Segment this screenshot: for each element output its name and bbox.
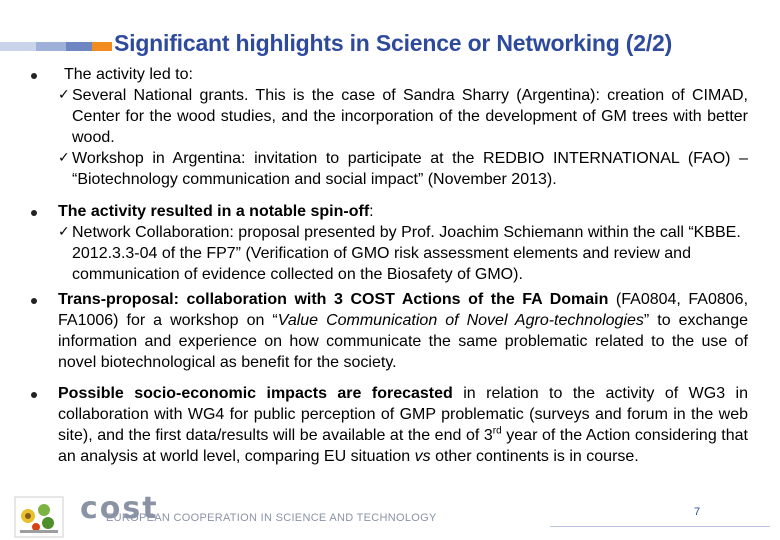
sub-item-text: Several National grants. This is the case of Sandra Sharry (Argentina): creation of CIMAD, Center for the wood studies, and the incorporation of the development of GM trees with better wood. [72, 87, 748, 146]
bullet-2-colon: : [369, 203, 374, 220]
bullet-4 [58, 383, 748, 467]
bullet-dot-icon [31, 210, 37, 216]
bullet-3-mid: : collaboration with 3 COST Actions of the FA Domain [173, 291, 609, 308]
bullet-3-text-2: ” to exchange information and experience on how communicate the same problematic related to the use of novel biotechnological as benefit for the society. [58, 312, 748, 371]
sub-item-text: Network Collaboration: proposal presented by Prof. Joachim Schiemann within the call “KBBE. 2012.3.3-04 of the FP7” (Verification of GMO risk assessment elements and review and communication of evidence collected on the Biosafety of GMO). [72, 224, 741, 283]
cost-logo: cost [80, 491, 159, 526]
check-icon: ✓ [58, 150, 70, 166]
bullet-2 [58, 201, 748, 285]
slide-footer [0, 484, 780, 540]
check-icon: ✓ [58, 224, 70, 240]
slide-title: Significant highlights in Science or Networking (2/2) [114, 30, 673, 56]
bullet-4-text-2: year of the Action considering that an analysis at world level, comparing EU situation [58, 427, 748, 465]
sub-item [58, 85, 748, 148]
page-number: 7 [694, 506, 701, 518]
check-icon: ✓ [58, 87, 70, 103]
bullet-dot-icon [31, 392, 37, 398]
bullet-2-lead: The activity resulted in a notable spin-off [58, 203, 370, 220]
bullet-dot-icon [31, 298, 37, 304]
sub-item [58, 222, 748, 285]
bullet-4-text-3: other continents is in course. [430, 448, 639, 465]
sub-item-text: Workshop in Argentina: invitation to participate at the REDBIO INTERNATIONAL (FAO) – “Biotechnology communication and social impact” (November 2013). [72, 150, 748, 188]
bullet-1 [58, 64, 748, 190]
cost-tagline: EUROPEAN COOPERATION IN SCIENCE AND TECHNOLOGY [106, 512, 437, 524]
bullet-3 [58, 289, 748, 373]
bullet-3-text-1: (FA0804, FA0806, FA1006) for a workshop on “ [58, 291, 749, 329]
bullet-4-text-1: in relation to the activity of WG3 in collaboration with WG4 for public perception of GMP problematic (surveys and forum in the web site), and the first data/results will be available at the end of 3 [58, 385, 748, 444]
bullet-1-colon: : [188, 66, 193, 83]
partner-logo-icon [14, 496, 64, 538]
footer-rule [550, 526, 770, 527]
sub-item [58, 148, 748, 190]
bullet-1-lead: The activity led to [64, 66, 189, 83]
bullet-4-lead: Possible socio-economic impacts are forecasted [58, 385, 453, 402]
bullet-3-italic: Value Communication of Novel Agro-technologies [277, 312, 644, 329]
bullet-4-italic: vs [414, 448, 431, 465]
bullet-dot-icon [31, 73, 37, 79]
bullet-4-sup: rd [492, 425, 502, 437]
bullet-3-lead: Trans-proposal [58, 291, 174, 308]
